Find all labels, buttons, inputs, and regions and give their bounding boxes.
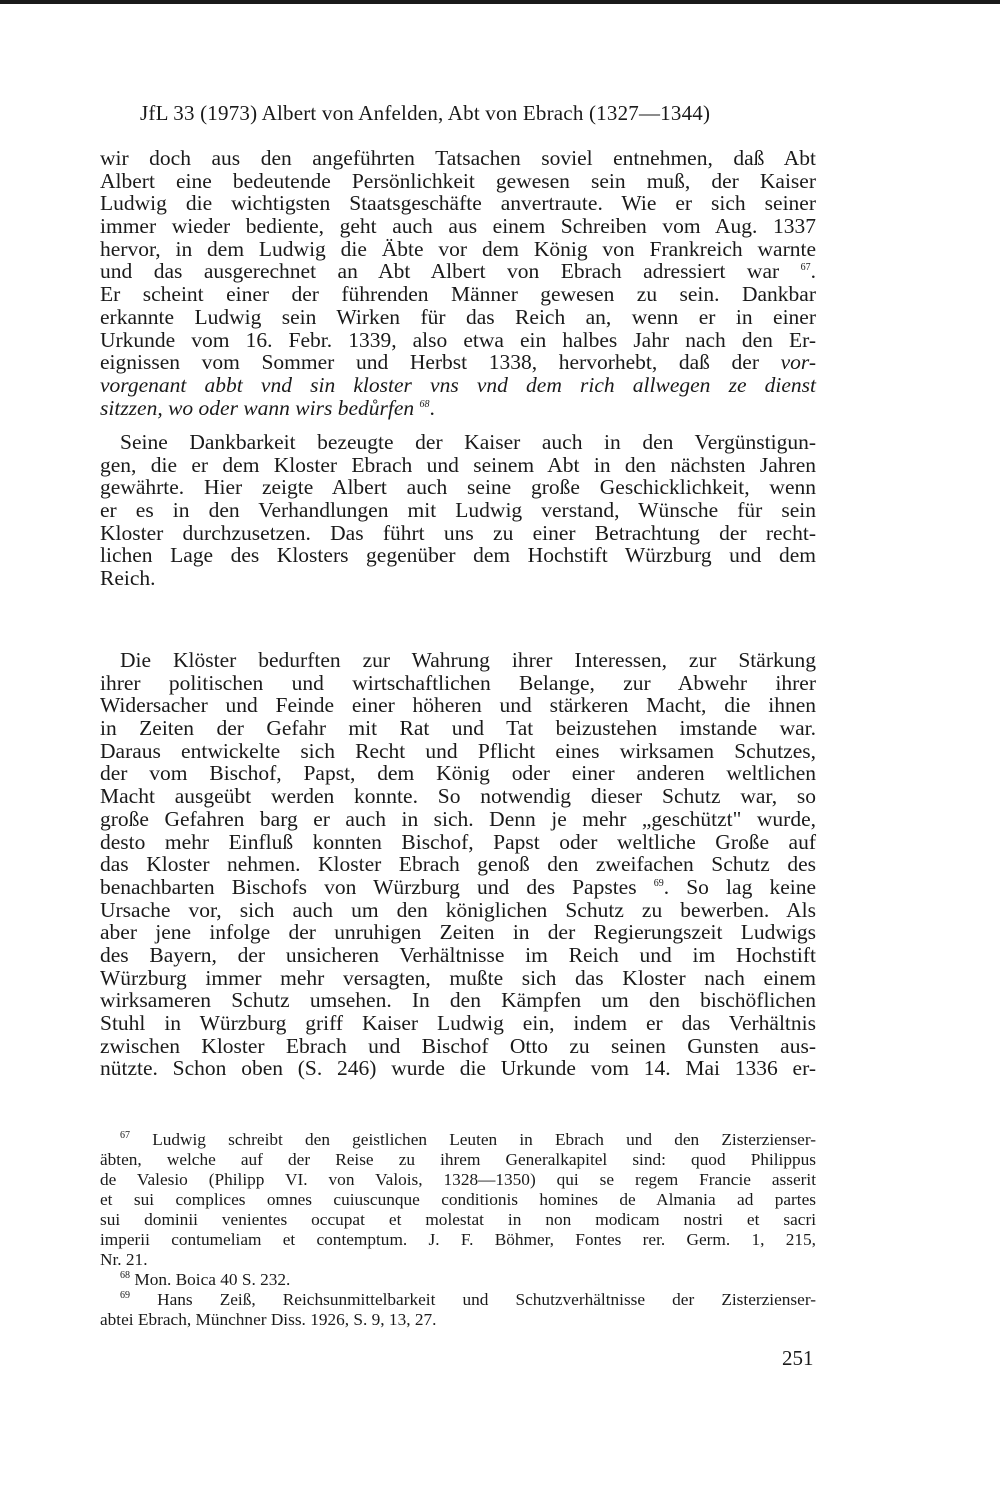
text-line: das Kloster nehmen. Kloster Ebrach genoß den zweifachen Schutz des <box>100 852 816 877</box>
paragraph-1 <box>100 147 816 419</box>
page-number: 251 <box>782 1346 814 1370</box>
text-line: er es in den Verhandlungen mit Ludwig verstand, Wünsche für sein <box>100 498 816 523</box>
text-line: benachbarten Bischofs von Würzburg und des Papstes $^{69}$. So lag keine <box>100 874 816 899</box>
footnote-number: 69 <box>120 1290 130 1302</box>
text-line: große Gefahren barg er auch in sich. Denn je mehr „geschützt" wurde, <box>100 806 816 831</box>
text-line: Daraus entwickelte sich Recht und Pflicht eines wirksamen Schutzes, <box>100 738 816 763</box>
text-line: ihrer politischen und wirtschaftlichen Belange, zur Abwehr ihrer <box>100 670 816 695</box>
text-line: Er scheint einer der führenden Männer gewesen zu sein. Dankbar <box>100 282 816 307</box>
text-line: Widersacher und Feinde einer höheren und stärkeren Macht, die ihnen <box>100 693 816 718</box>
footnote-line: sui dominii venientes occupat et molestat in non modicam nostri et sacri <box>100 1210 816 1229</box>
text-line: Die Klöster bedurften zur Wahrung ihrer Interessen, zur Stärkung <box>120 648 816 672</box>
text-line: Kloster durchzusetzen. Das führt uns zu einer Betrachtung der recht- <box>100 520 816 545</box>
text-line: desto mehr Einfluß konnten Bischof, Papst oder weltliche Große auf <box>100 829 816 854</box>
text-line: Albert eine bedeutende Persönlichkeit gewesen sein muß, der Kaiser <box>100 168 816 193</box>
italic-quote-start: vor- <box>780 350 816 375</box>
footnotes <box>100 1130 816 1330</box>
text-line-italic: vorgenant abbt vnd sin kloster vns vnd dem rich allwegen ze dienst <box>100 372 816 397</box>
text-line: Seine Dankbarkeit bezeugte der Kaiser auch in den Vergünstigun- <box>120 430 816 454</box>
footnote-ref-69: 69 <box>653 877 664 889</box>
text-line: eignissen vom Sommer und Herbst 1338, hervorhebt, daß der vor- <box>100 350 816 375</box>
text-line: Ludwig die wichtigsten Staatsgeschäfte anvertraute. Wie er sich seiner <box>100 191 816 216</box>
text-line: gen, die er dem Kloster Ebrach und seinem Abt in den nächsten Jahren <box>100 452 816 477</box>
text-line: gewährte. Hier zeigte Albert auch seine große Geschicklichkeit, wenn <box>100 475 816 500</box>
footnote-number: 67 <box>120 1130 130 1142</box>
text-line: aber jene infolge der unruhigen Zeiten in der Regierungszeit Ludwigs <box>100 920 816 945</box>
text-line: und das ausgerechnet an Abt Albert von Ebrach adressiert war $^{67}$. <box>100 259 816 284</box>
text-line: in Zeiten der Gefahr mit Rat und Tat beizustehen imstande war. <box>100 716 816 741</box>
paragraph-3 <box>100 649 816 1080</box>
footnote-line: abtei Ebrach, Münchner Diss. 1926, S. 9, 13, 27. <box>100 1310 437 1329</box>
text-line: der vom Bischof, Papst, dem König oder einer anderen weltlichen <box>100 761 816 786</box>
footnote-line: de Valesio (Philipp VI. von Valois, 1328—1350) qui se regem Francie asserit <box>100 1170 816 1189</box>
text-line: wir doch aus den angeführten Tatsachen soviel entnehmen, daß Abt <box>100 146 816 170</box>
paragraph-2 <box>100 431 816 590</box>
running-header: JfL 33 (1973) Albert von Anfelden, Abt von Ebrach (1327—1344) <box>140 101 711 125</box>
footnote-68: $^{68}$ Mon. Boica 40 S. 232. <box>120 1270 291 1289</box>
footnote-line: et sui complices omnes cuiuscunque conditionis homines de Almania ad partes <box>100 1190 816 1209</box>
text-line: Reich. <box>100 566 156 591</box>
footnote-line: Nr. 21. <box>100 1250 148 1269</box>
text-line: immer wieder bediente, geht auch aus einem Schreiben vom Aug. 1337 <box>100 214 816 239</box>
text-line: Würzburg immer mehr versagten, mußte sich das Kloster nach einem <box>100 965 816 990</box>
text-line: hervor, in dem Ludwig die Äbte vor dem König von Frankreich warnte <box>100 236 816 261</box>
footnote-67: $^{67}$ Ludwig schreibt den geistlichen Leuten in Ebrach und den Zisterzienser- <box>120 1130 816 1149</box>
text-line: lichen Lage des Klosters gegenüber dem Hochstift Würzburg und dem <box>100 543 816 568</box>
text-line: zwischen Kloster Ebrach und Bischof Otto zu seinen Gunsten aus- <box>100 1033 816 1058</box>
text-line: nützte. Schon oben (S. 246) wurde die Urkunde vom 14. Mai 1336 er- <box>100 1056 816 1081</box>
text-line: erkannte Ludwig sein Wirken für das Reich an, wenn er in einer <box>100 304 816 329</box>
footnote-ref-67: 67 <box>800 262 811 274</box>
top-border-line <box>0 0 1000 4</box>
footnote-line: äbten, welche auf der Reise zu ihrem Generalkapitel sind: quod Philippus <box>100 1150 816 1169</box>
text-line: wirksameren Schutz umsehen. In den Kämpfen um den bischöflichen <box>100 988 816 1013</box>
text-line: Ursache vor, sich auch um den königlichen Schutz zu bewerben. Als <box>100 897 816 922</box>
footnote-line: imperii contumeliam et contemptum. J. F. Böhmer, Fontes rer. Germ. 1, 215, <box>100 1230 816 1249</box>
text-line: Urkunde vom 16. Febr. 1339, also etwa ein halbes Jahr nach den Er- <box>100 327 816 352</box>
footnote-number: 68 <box>120 1270 130 1282</box>
text-line-italic: sitzzen, wo oder wann wirs bedůrfen $^{68}$. <box>100 395 435 420</box>
text-line: des Bayern, der unsicheren Verhältnisse im Reich und im Hochstift <box>100 942 816 967</box>
footnote-ref-68: 68 <box>419 398 430 410</box>
text-line: Macht ausgeübt werden konnte. So notwendig dieser Schutz war, so <box>100 784 816 809</box>
text-line: Stuhl in Würzburg griff Kaiser Ludwig ein, indem er das Verhältnis <box>100 1011 816 1035</box>
footnote-69: $^{69}$ Hans Zeiß, Reichsunmittelbarkeit und Schutzverhältnisse der Zisterzienser- <box>120 1290 816 1309</box>
